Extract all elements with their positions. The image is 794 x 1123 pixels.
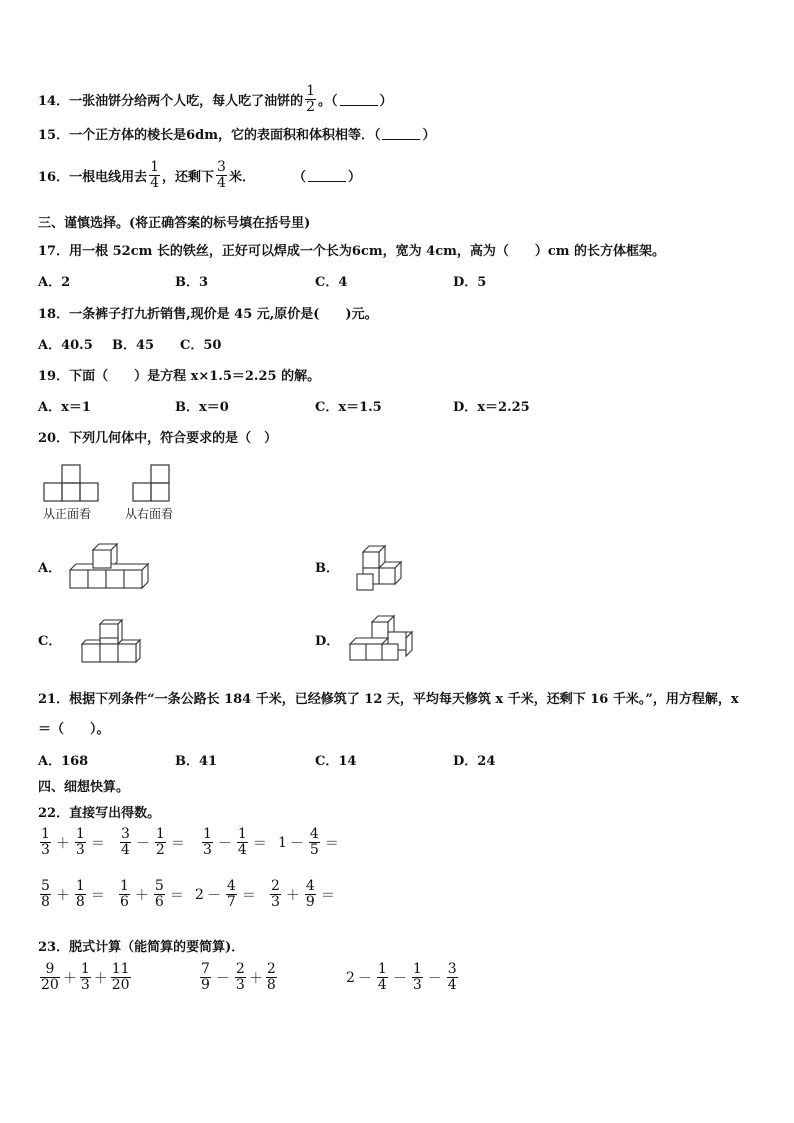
option-c[interactable]: C．x＝1.5 (315, 400, 382, 415)
expression: 2 － $\frac{1}{4}$ － $\frac{1}{3}$ － $\frac{3}{4}$ (346, 961, 457, 993)
option-a[interactable]: A．40.5 (38, 338, 93, 353)
section-3-heading: 三、谨慎选择。(将正确答案的标号填在括号里) (38, 216, 311, 231)
answer-blank[interactable] (340, 93, 378, 106)
answer-blank[interactable] (308, 169, 346, 182)
option-c[interactable]: C．4 (315, 275, 348, 290)
question-19: 19．下面（ ）是方程 x×1.5＝2.25 的解。 (38, 369, 321, 384)
question-22: 22．直接写出得数。 (38, 806, 161, 821)
expression: $\frac{5}{8}$ ＋ $\frac{1}{8}$ ＝ (41, 878, 105, 910)
option-d[interactable]: D．5 (453, 275, 487, 290)
question-21-line1: 21．根据下列条件“一条公路长 184 千米，已经修筑了 12 天，平均每天修筑 x 千米，还剩下 16 千米。”，用方程解，x (38, 692, 739, 707)
fraction: $\frac{1}{4}$ (150, 159, 160, 191)
fraction: $\frac{3}{4}$ (217, 159, 226, 191)
option-c[interactable]: C．14 (315, 754, 357, 769)
front-view-figure (40, 462, 102, 502)
expression: $\frac{7}{9}$ － $\frac{2}{3}$ ＋ $\frac{2}{8}$ (201, 961, 276, 993)
question-18: 18．一条裤子打九折销售,现价是 45 元,原价是( )元。 (38, 307, 378, 322)
option-b[interactable]: B．41 (175, 754, 218, 769)
expression: 1 － $\frac{4}{5}$ ＝ (278, 826, 339, 858)
option-a[interactable]: A．x＝1 (38, 400, 91, 415)
question-21-line2: ＝（ ）。 (38, 722, 110, 737)
answer-blank[interactable] (382, 127, 420, 140)
expression: $\frac{2}{3}$ ＋ $\frac{4}{9}$ ＝ (271, 878, 335, 910)
expression: $\frac{1}{3}$ － $\frac{1}{4}$ ＝ (203, 826, 267, 858)
option-d[interactable]: D． (315, 634, 340, 649)
option-b[interactable]: B．3 (175, 275, 209, 290)
expression: $\frac{3}{4}$ － $\frac{1}{2}$ ＝ (121, 826, 185, 858)
option-a[interactable]: A． (38, 561, 62, 576)
expression: $\frac{1}{6}$ ＋ $\frac{5}{6}$ ＝ (120, 878, 184, 910)
expression: $\frac{1}{3}$ ＋ $\frac{1}{3}$ ＝ (41, 826, 105, 858)
option-b[interactable]: B． (315, 561, 339, 576)
front-view-caption: 从正面看 (43, 507, 92, 521)
option-b-figure (354, 543, 406, 593)
fraction: $\frac{1}{2}$ (306, 83, 316, 115)
right-view-figure (130, 462, 174, 502)
option-a[interactable]: A．2 (38, 275, 71, 290)
option-b[interactable]: B．x＝0 (175, 400, 229, 415)
option-b[interactable]: B．45 (112, 338, 155, 353)
question-16: 16．一根电线用去 $\frac{1}{4}$ ，还剩下 $\frac{3}{4}$ 米． （ ） (38, 159, 361, 191)
question-17: 17．用一根 52cm 长的铁丝，正好可以焊成一个长为6cm，宽为 4cm，高为（ ）cm 的长方体框架。 (38, 244, 666, 259)
question-15: 15．一个正方体的棱长是6dm，它的表面积和体积相等．（ ） (38, 128, 436, 143)
question-23: 23．脱式计算（能简算的要简算)． (38, 940, 245, 955)
option-d[interactable]: D．x＝2.25 (453, 400, 530, 415)
expression: 2 － $\frac{4}{7}$ ＝ (195, 878, 256, 910)
option-c[interactable]: C．50 (180, 338, 222, 353)
question-20: 20．下列几何体中，符合要求的是（ ） (38, 431, 278, 446)
option-a[interactable]: A．168 (38, 754, 89, 769)
section-4-heading: 四、细想快算。 (38, 780, 130, 795)
option-c-figure (78, 618, 144, 666)
expression: $\frac{9}{20}$ ＋ $\frac{1}{3}$ ＋ $\frac{11}{20}$ (41, 961, 130, 993)
option-a-figure (66, 540, 156, 592)
option-c[interactable]: C． (38, 634, 62, 649)
question-14: 14．一张油饼分给两个人吃，每人吃了油饼的 $\frac{1}{2}$ 。（ ） (38, 83, 393, 115)
option-d-figure (346, 614, 418, 664)
right-view-caption: 从右面看 (125, 507, 174, 521)
option-d[interactable]: D．24 (453, 754, 496, 769)
